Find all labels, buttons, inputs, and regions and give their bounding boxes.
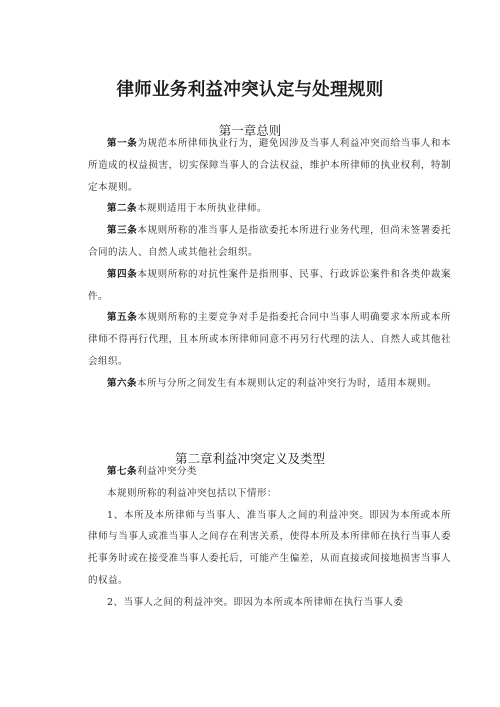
- article-label: 第四条: [107, 268, 138, 280]
- chapter-1-heading: 第一章总则: [218, 123, 282, 138]
- chapter-1-body: [88, 133, 451, 395]
- article-2: [88, 198, 451, 220]
- article-label: 第七条: [107, 466, 138, 477]
- document-title: 律师业务利益冲突认定与处理规则: [116, 80, 384, 100]
- chapter-2-body: [88, 461, 451, 614]
- article-label: 第五条: [107, 312, 138, 324]
- article-label: 第六条: [107, 377, 138, 389]
- article-text: 本规则所称的对抗性案件是指刑事、民事、行政诉讼案件和各类仲裁案件。: [88, 268, 451, 302]
- article-label: 第三条: [107, 225, 138, 237]
- article-label: 第二条: [107, 203, 138, 215]
- article-text: 本规则所称的准当事人是指欲委托本所进行业务代理，但尚未签署委托合同的法人、自然人或其他社会组织。: [88, 225, 451, 258]
- article-label: 第一条: [107, 138, 138, 149]
- article-5: [88, 307, 451, 372]
- article-title: 利益冲突分类: [137, 466, 198, 477]
- article-1: [88, 133, 451, 198]
- article-7-intro: 本规则所称的利益冲突包括以下情形：: [107, 487, 278, 499]
- article-3: [88, 220, 451, 264]
- article-4: [88, 264, 451, 308]
- article-text: 本规则所称的主要竞争对手是指委托合同中当事人明确要求本所或本所律师不得再行代理，且本所或本所律师同意不再另行代理的法人、自然人或其他社会组织。: [88, 312, 451, 367]
- article-7-item-1: 1、本所及本所律师与当事人、准当事人之间的利益冲突。即因为本所或本所律师与当事人或准当事人之间存在利害关系，使得本所及本所律师在执行当事人委托事务时或在接受准当事人委托后，可能产生偏差，从而直接或间接地损害当事人的权益。: [88, 509, 451, 586]
- article-text: 本所与分所之间发生有本规则认定的利益冲突行为时，适用本规则。: [137, 377, 438, 389]
- article-text: 为规范本所律师执业行为，避免因涉及当事人利益冲突而给当事人和本所造成的权益损害，切实保障当事人的合法权益，维护本所律师的执业权利，特制定本规则。: [88, 138, 451, 193]
- article-7-item-2: 2、当事人之间的利益冲突。即因为本所或本所律师在执行当事人委: [107, 596, 404, 608]
- article-7: [88, 461, 451, 483]
- chapter-2-heading: 第二章利益冲突定义及类型: [174, 451, 325, 466]
- article-6: [88, 373, 451, 395]
- article-text: 本规则适用于本所执业律师。: [137, 203, 268, 215]
